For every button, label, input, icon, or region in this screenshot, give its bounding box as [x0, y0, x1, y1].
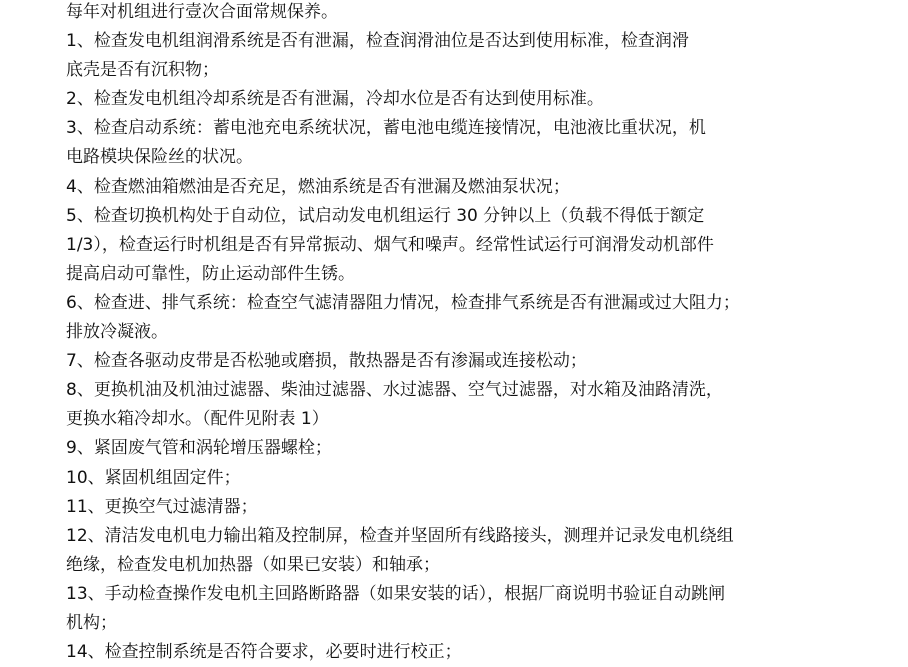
text-line: 机构； [66, 612, 117, 633]
text-line: 5、检查切换机构处于自动位，试启动发电机组运行 30 分钟以上（负载不得低于额定 [66, 205, 705, 226]
text-line: 绝缘，检查发电机加热器（如果已安装）和轴承； [66, 554, 440, 575]
maintenance-document [66, 0, 866, 667]
text-line: 6、检查进、排气系统：检查空气滤清器阻力情况，检查排气系统是否有泄漏或过大阻力； [66, 292, 740, 313]
text-line: 12、清洁发电机电力输出箱及控制屏，检查并坚固所有线路接头，测理并记录发电机绕组 [66, 525, 734, 546]
text-line: 2、检查发电机组冷却系统是否有泄漏，冷却水位是否有达到使用标准。 [66, 89, 604, 110]
text-line: 排放冷凝液。 [66, 322, 168, 343]
text-line: 3、检查启动系统：蓄电池充电系统状况，蓄电池电缆连接情况，电池液比重状况，机 [66, 118, 706, 139]
text-line: 1、检查发电机组润滑系统是否有泄漏，检查润滑油位是否达到使用标准，检查润滑 [66, 31, 689, 52]
text-line: 1/3），检查运行时机组是否有异常振动、烟气和噪声。经常性试运行可润滑发动机部件 [66, 234, 714, 255]
text-line: 7、检查各驱动皮带是否松驰或磨损，散热器是否有渗漏或连接松动； [66, 351, 587, 372]
text-line: 11、更换空气过滤清器； [66, 496, 258, 517]
text-line: 14、检查控制系统是否符合要求，必要时进行校正； [66, 642, 462, 663]
text-line: 10、紧固机组固定件； [66, 467, 241, 488]
text-line: 4、检查燃油箱燃油是否充足，燃油系统是否有泄漏及燃油泵状况； [66, 176, 570, 197]
text-line: 9、紧固废气管和涡轮增压器螺栓； [66, 438, 332, 459]
document-intro: 每年对机组进行壹次合面常规保养。 [66, 2, 338, 22]
text-line: 13、手动检查操作发电机主回路断路器（如果安装的话），根据厂商说明书验证自动跳闸 [66, 583, 726, 604]
text-line: 底壳是否有沉积物； [66, 60, 219, 81]
text-line: 8、更换机油及机油过滤器、柴油过滤器、水过滤器、空气过滤器，对水箱及油路清洗， [66, 380, 723, 401]
text-line: 提高启动可靠性，防止运动部件生锈。 [66, 263, 355, 284]
text-line: 更换水箱冷却水。（配件见附表 1） [66, 409, 329, 430]
text-line: 电路模块保险丝的状况。 [66, 147, 253, 168]
